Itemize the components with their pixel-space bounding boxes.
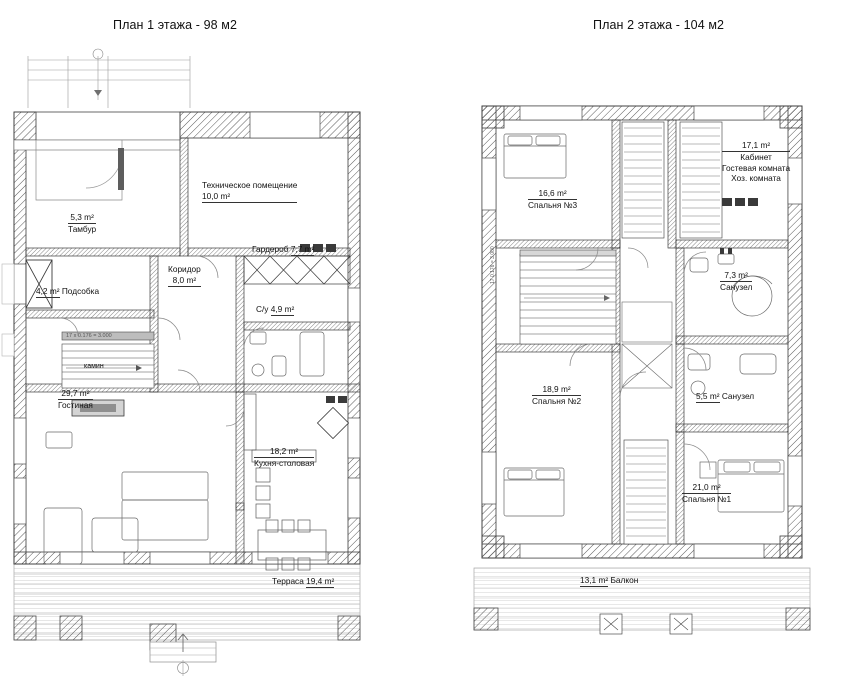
room-label-balcony: 13,1 m² Балкон	[580, 575, 639, 585]
room-label-bedroom3: 16,6 m² Спальня №3	[528, 188, 578, 210]
room-label-wardrobe: Гардероб 7,7 m²	[252, 244, 315, 254]
floor-2-plan	[432, 48, 862, 680]
room-label-living: 29,7 m² Гостиная	[58, 388, 93, 410]
room-label-tech: Техническое помещение 10,0 m²	[202, 180, 298, 201]
floor2-drawing	[432, 48, 862, 680]
room-label-bedroom1: 21,0 m² Спальня №1	[682, 482, 732, 504]
room-label-podsobka: 4,2 m² Подсобка	[36, 286, 100, 296]
stairs-note-floor1: 17 x 0.176 = 3.000	[66, 333, 112, 339]
room-label-terrace: Терраса 19,4 m²	[272, 576, 335, 586]
room-label-wc: С/у 4,9 m²	[256, 304, 295, 314]
floor2-title: План 2 этажа - 104 м2	[593, 18, 725, 32]
stairs-note-floor2: 17 0.176 = 3.000	[490, 246, 496, 284]
floor-1-plan	[0, 48, 430, 680]
room-label-bathroom-1: 7,3 m² Санузел	[720, 270, 753, 292]
room-label-bedroom2: 18,9 m² Спальня №2	[532, 384, 582, 406]
fireplace-label: камин	[84, 363, 104, 370]
room-label-kitchen: 18,2 m² Кухня-столовая	[254, 446, 315, 468]
room-label-corridor: Коридор 8,0 m²	[168, 264, 201, 285]
room-label-tambur: 5,3 m² Тамбур	[68, 212, 97, 234]
room-label-bathroom-2: 5,5 m² Санузел	[696, 391, 755, 401]
floor1-title: План 1 этажа - 98 м2	[113, 18, 238, 32]
room-label-office: 17,1 m² Кабинет Гостевая комната Хоз. комната	[722, 140, 791, 183]
floor1-drawing	[0, 48, 430, 680]
